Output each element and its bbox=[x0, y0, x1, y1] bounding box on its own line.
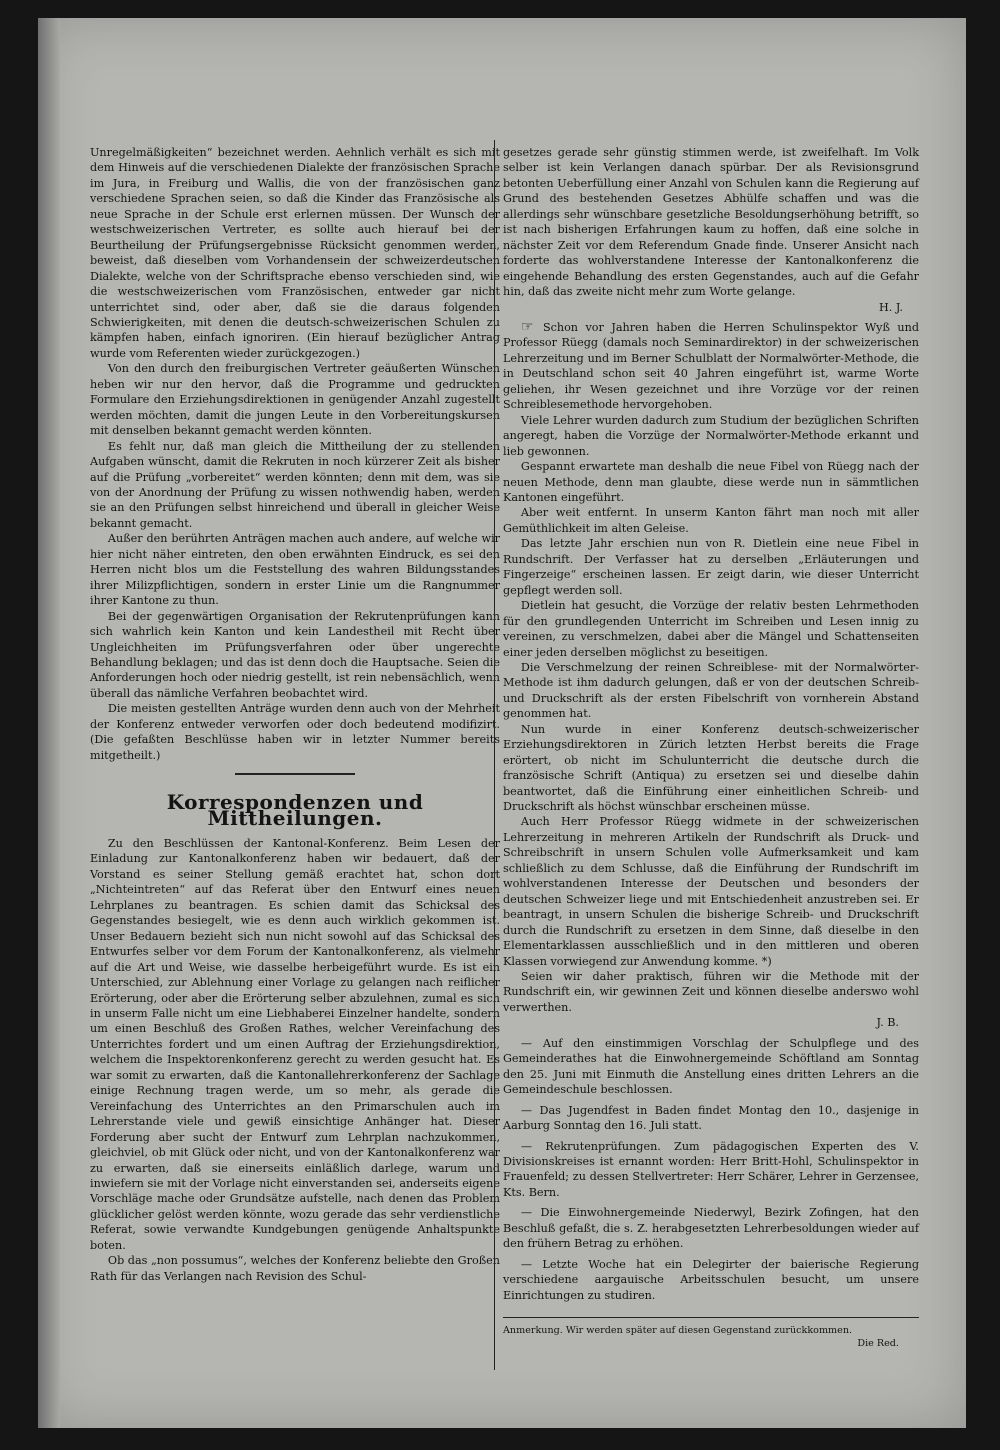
right-column bbox=[503, 145, 919, 1350]
left-paragraph-3: Es fehlt nur, daß man gleich die Mittheilung der zu stellenden Aufgaben wünscht, damit die Rekruten in noch kürzerer Zeit als bisher auf die Prüfung „vorbereitet“ werden könnten; denn mit dem, was sie von der Anordnung der Prüfung zu wissen nothwendig haben, werden sie an den Prüfungen selbst hinreichend und überall in gleicher Weise bekannt gemacht. bbox=[90, 439, 500, 530]
column-divider bbox=[494, 140, 495, 1370]
right-paragraph-9: Nun wurde in einer Konferenz deutsch-schweizerischer Erziehungsdirektoren in Zürich letzten Herbst bereits die Frage erörtert, ob nicht im Schulunterricht die deutsche durch die französische Schrift (Antiqua) zu ersetzen sei und dieselbe dahin beantwortet, daß die Einführung einer einheitlichen Schreib- und Druckschrift als höchst wünschbar erscheinen müsse. bbox=[503, 722, 919, 814]
left-paragraph-4: Außer den berührten Anträgen machen auch andere, auf welche wir hier nicht näher eintreten, den oben erwähnten Eindruck, es sei den Herren nicht blos um die Feststellung des wahren Bildungsstandes ihrer Milizpflichtigen, sondern in erster Linie um die Rangnummer ihrer Kantone zu thun. bbox=[90, 532, 500, 608]
left-column bbox=[90, 145, 500, 1284]
news-item-5: — Letzte Woche hat ein Delegirter der baierische Regierung verschiedene aargauische Arbeitsschulen besucht, um unsere Einrichtungen zu studiren. bbox=[503, 1257, 919, 1302]
left-article-paragraph-1: Zu den Beschlüssen der Kantonal-Konferenz. Beim Lesen der Einladung zur Kantonalkonferenz haben wir bedauert, daß der Vorstand es seiner Stellung gemäß erachtet hat, schon dort „Nichteintreten“ auf das Referat über den Entwurf eines neuen Lehrplanes zu beantragen. Es schien damit das Schicksal des Gegenstandes besiegelt, wie es denn auch wirklich gekommen ist. Unser Bedauern bezieht sich nun nicht sowohl auf das Schicksal des Entwurfes selber vor dem Forum der Kantonalkonferenz, als vielmehr auf die Art und Weise, wie dasselbe herbeigeführt wurde. Es ist ein Unterschied, zur Ablehnung einer Vorlage zu gelangen nach reiflicher Erörterung, oder aber die Erörterung selber abzulehnen, zumal es sich in unserm Falle nicht um eine Liebhaberei Einzelner handelte, sondern um einen Beschluß des Großen Rathes, welcher Vereinfachung des Unterrichtes fordert und um einen Auftrag der Erziehungsdirektion, welchem die Inspektorenkonferenz gerecht zu werden gesucht hat. Es war somit zu erwarten, daß die Kantonallehrerkonferenz der Sachlage einige Rechnung tragen werde, um so mehr, als gerade die Vereinfachung des Unterrichtes an den Primarschulen auch im Lehrerstande viele und gewiß einsichtige Anhänger hat. Dieser Forderung aber sucht der Entwurf zum Lehrplan nachzukommen, gleichviel, ob mit Glück oder nicht, und von der Kantonalkonferenz war zu erwarten, daß sie einerseits einläßlich darlege, warum und inwiefern sie mit der Vorlage nicht einverstanden sei, anderseits eigene Vorschläge mache oder Grundsätze aufstelle, nach denen das Problem glücklicher gelöst werden könnte, wozu gerade das sehr verdienstliche Referat, sowie verwandte Kundgebungen genügende Anhaltspunkte boten. bbox=[90, 837, 500, 1252]
left-paragraph-2: Von den durch den freiburgischen Vertreter geäußerten Wünschen heben wir nur den hervor, daß die Programme und gedruckten Formulare den Erziehungsdirektionen in genügender Anzahl zugestellt werden möchten, damit die jungen Leute in den Vorbereitungskursen mit denselben bekannt gemacht werden könnten. bbox=[90, 362, 500, 438]
section-divider-rule bbox=[235, 773, 355, 775]
footnote-rule bbox=[503, 1317, 919, 1318]
section-heading: Korrespondenzen und Mittheilungen. bbox=[166, 790, 424, 830]
right-paragraph-8: Die Verschmelzung der reinen Schreiblese- mit der Normalwörter-Methode ist ihm dadurch gelungen, daß er von der deutschen Schreib- und Druckschrift als der ersten Fibelschrift von vornherein Abstand genommen hat. bbox=[503, 660, 919, 721]
right-paragraph-2-text: Schon vor Jahren haben die Herren Schulinspektor Wyß und Professor Rüegg (damals noch Seminardirektor) in der schweizerischen Lehrerzeitung und im Berner Schulblatt der Normalwörter-Methode, die in Deutschland schon seit 40 Jahren eingeführt ist, warme Worte geliehen, ihr Wesen gezeichnet und ihre Vorzüge vor der reinen Schreiblesemethode hervorgehoben. bbox=[503, 320, 919, 412]
right-paragraph-6: Das letzte Jahr erschien nun von R. Dietlein eine neue Fibel in Rundschrift. Der Verfasser hat zu derselben „Erläuterungen und Fingerzeige“ erscheinen lassen. Er zeigt darin, wie dieser Unterricht gepflegt werden soll. bbox=[503, 537, 919, 597]
footnote-text: Anmerkung. Wir werden später auf diesen Gegenstand zurückkommen. bbox=[503, 1325, 853, 1337]
right-paragraph-10: Auch Herr Professor Rüegg widmete in der schweizerischen Lehrerzeitung in mehreren Artikeln der Rundschrift als Druck- und Schreibschrift in unsern Schulen volle Aufmerksamkeit und kam schließlich zu dem Schlusse, daß die Einführung der Rundschrift im wohlverstandenen Interesse der Deutschen und besonders der deutschen Schweizer liege und mit Entschiedenheit anzustreben sei. Er beantragt, in unsern Schulen die bisherige Schreib- und Druckschrift durch die Rundschrift zu ersetzen in dem Sinne, daß dieselbe in den Elementarklassen ausschließlich und in den mittleren und oberen Klassen vorwiegend zur Anwendung komme. *) bbox=[503, 815, 919, 968]
pointing-hand-icon: ☞ bbox=[520, 318, 534, 335]
page-spine-shadow bbox=[38, 18, 60, 1428]
left-paragraph-6: Die meisten gestellten Anträge wurden denn auch von der Mehrheit der Konferenz entweder verworfen oder doch bedeutend modifizirt. (Die gefaßten Beschlüsse haben wir in letzter Nummer bereits mitgetheilt.) bbox=[90, 702, 500, 762]
signature-hj: H. J. bbox=[878, 300, 903, 314]
right-paragraph-3: Viele Lehrer wurden dadurch zum Studium der bezüglichen Schriften angeregt, haben die Vorzüge der Normalwörter-Methode erkannt und lieb gewonnen. bbox=[503, 413, 919, 458]
right-paragraph-5: Aber weit entfernt. In unserm Kanton fährt man noch mit aller Gemüthlichkeit im alten Geleise. bbox=[503, 506, 919, 535]
news-item-1: — Auf den einstimmigen Vorschlag der Schulpflege und des Gemeinderathes hat die Einwohnergemeinde Schöftland am Sonntag den 25. Juni mit Einmuth die Anstellung eines dritten Lehrers an die Gemeindeschule beschlossen. bbox=[503, 1036, 919, 1097]
right-paragraph-1: gesetzes gerade sehr günstig stimmen werde, ist zweifelhaft. Im Volk selber ist kein Verlangen danach spürbar. Der als Revisionsgrund betonten Ueberfüllung einer Anzahl von Schulen kann die Regierung auf Grund des bestehenden Gesetzes Abhülfe schaffen und was die allerdings sehr wünschbare gesetzliche Besoldungserhöhung betrifft, so ist nach bisherigen Erfahrungen kaum zu hoffen, daß eine solche in nächster Zeit vor dem Referendum Gnade finde. Unserer Ansicht nach forderte das wohlverstandene Interesse der Kantonalkonferenz die eingehende Behandlung des ersten Gegenstandes, auch auf die Gefahr hin, daß das zweite nicht mehr zum Worte gelange. bbox=[503, 146, 919, 299]
left-article-paragraph-2: Ob das „non possumus“, welches der Konferenz beliebte den Großen Rath für das Verlangen nach Revision des Schul- bbox=[90, 1254, 500, 1283]
right-paragraph-4: Gespannt erwartete man deshalb die neue Fibel von Rüegg nach der neuen Methode, denn man glaubte, diese werde nun in sämmtlichen Kantonen eingeführt. bbox=[503, 460, 919, 504]
newspaper-page bbox=[38, 18, 966, 1428]
left-paragraph-1: Unregelmäßigkeiten“ bezeichnet werden. Aehnlich verhält es sich mit dem Hinweis auf die verschiedenen Dialekte der französischen Sprache im Jura, in Freiburg und Wallis, die von der französischen ganz verschiedene Sprachen seien, so daß die Kinder das Französische als neue Sprache in der Schule erst erlernen müssen. Der Wunsch der westschweizerischen Vertreter, es sollte auch hierauf bei der Beurtheilung der Prüfungsergebnisse Rücksicht genommen werden, beweist, daß dieselben vom Vorhandensein der schweizerdeutschen Dialekte, welche von der Schriftsprache ebenso verschieden sind, wie die westschweizerischen vom Französischen, entweder gar nicht unterrichtet sind, oder aber, daß sie die daraus folgenden Schwierigkeiten, mit denen die deutsch-schweizerischen Schulen zu kämpfen haben, einfach ignoriren. (Ein hierauf bezüglicher Antrag wurde vom Referenten wieder zurückgezogen.) bbox=[90, 146, 500, 360]
news-item-2: — Das Jugendfest in Baden findet Montag den 10., dasjenige in Aarburg Sonntag den 16. Juli statt. bbox=[503, 1103, 919, 1133]
news-item-4: — Die Einwohnergemeinde Niederwyl, Bezirk Zofingen, hat den Beschluß gefaßt, die s. Z. herabgesetzten Lehrerbesoldungen wieder auf den frühern Betrag zu erhöhen. bbox=[503, 1206, 919, 1251]
signature-jb: J. B. bbox=[876, 1016, 899, 1030]
left-paragraph-5: Bei der gegenwärtigen Organisation der Rekrutenprüfungen kann sich wahrlich kein Kanton und kein Landestheil mit Recht über Ungleichheiten im Prüfungsverfahren oder über ungerechte Behandlung beklagen; und das ist denn doch die Hauptsache. Seien die Anforderungen hoch oder niedrig gestellt, ist rein nebensächlich, wenn überall das nämliche Verfahren beobachtet wird. bbox=[90, 609, 500, 700]
footnote bbox=[503, 1324, 919, 1350]
news-item-3: — Rekrutenprüfungen. Zum pädagogischen Experten des V. Divisionskreises ist ernannt worden: Herr Britt-Hohl, Schulinspektor in Frauenfeld; zu dessen Stellvertreter: Herr Schärer, Lehrer in Gerzensee, Kts. Bern. bbox=[503, 1139, 919, 1199]
right-paragraph-7: Dietlein hat gesucht, die Vorzüge der relativ besten Lehrmethoden für den grundlegenden Unterricht im Schreiben und Lesen innig zu vereinen, zu verschmelzen, dabei aber die Mängel und Schattenseiten einer jeden derselben möglichst zu beseitigen. bbox=[503, 599, 919, 659]
right-paragraph-2 bbox=[503, 320, 919, 413]
right-paragraph-11: Seien wir daher praktisch, führen wir die Methode mit der Rundschrift ein, wir gewinnen Zeit und können dieselbe anderswo wohl verwerthen. bbox=[503, 970, 919, 1014]
footnote-signature: Die Red. bbox=[857, 1338, 899, 1350]
